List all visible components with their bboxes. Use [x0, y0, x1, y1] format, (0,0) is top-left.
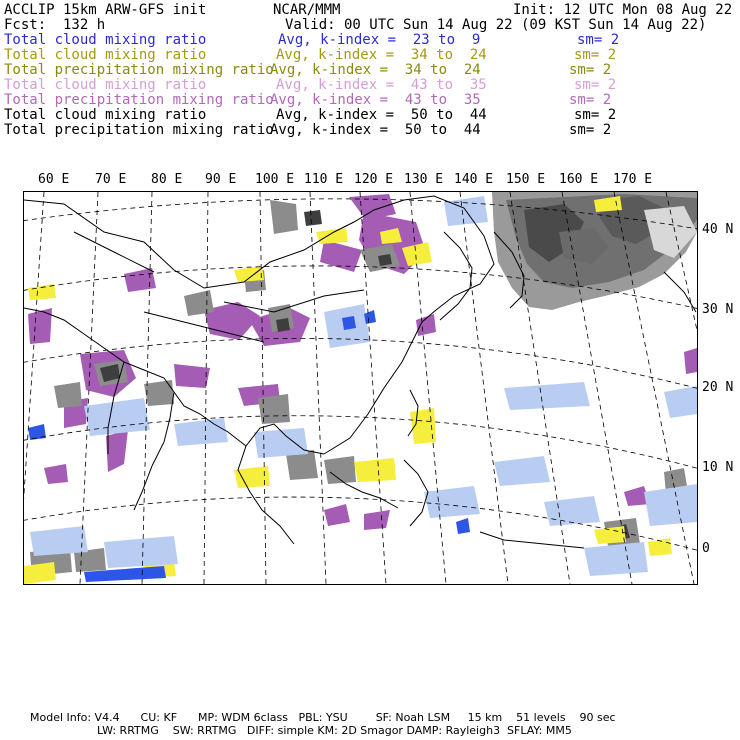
org-label: NCAR/MMM	[273, 2, 341, 18]
lon-label: 80 E	[151, 172, 183, 187]
lon-label: 130 E	[404, 172, 444, 187]
legend-avg: Avg, k-index = 43 to 35	[276, 77, 487, 93]
lat-label: 0	[702, 541, 710, 556]
legend-avg: Avg, k-index = 43 to 35	[270, 92, 481, 108]
model-title: ACCLIP 15km ARW-GFS init	[4, 2, 207, 18]
lon-label: 160 E	[559, 172, 599, 187]
lon-label: 100 E	[255, 172, 295, 187]
legend-sm: sm= 2	[569, 62, 612, 78]
lon-label: 90 E	[205, 172, 237, 187]
legend-name: Total precipitation mixing ratio	[4, 122, 274, 138]
legend-name: Total cloud mixing ratio	[4, 107, 207, 123]
legend-sm: sm= 2	[569, 92, 612, 108]
map-canvas	[24, 192, 697, 584]
legend-avg: Avg, k-index = 34 to 24	[270, 62, 481, 78]
legend-name: Total cloud mixing ratio	[4, 32, 207, 48]
legend-avg: Avg, k-index = 34 to 24	[276, 47, 487, 63]
legend-avg: Avg, k-index = 23 to 9	[278, 32, 481, 48]
lat-label: 40 N	[702, 222, 734, 237]
lat-label: 20 N	[702, 380, 734, 395]
legend-name: Total cloud mixing ratio	[4, 47, 207, 63]
legend-sm: sm= 2	[569, 122, 612, 138]
lon-label: 140 E	[454, 172, 494, 187]
legend-avg: Avg, k-index = 50 to 44	[270, 122, 481, 138]
legend-name: Total precipitation mixing ratio	[4, 92, 274, 108]
legend-avg: Avg, k-index = 50 to 44	[276, 107, 487, 123]
lon-label: 150 E	[506, 172, 546, 187]
init-time: Init: 12 UTC Mon 08 Aug 22	[513, 2, 733, 18]
valid-time: Valid: 00 UTC Sun 14 Aug 22 (09 KST Sun 14 Aug 22)	[285, 17, 707, 33]
cloud-cores-blue	[28, 310, 470, 582]
legend-name: Total precipitation mixing ratio	[4, 62, 274, 78]
lon-label: 70 E	[95, 172, 127, 187]
forecast-map	[23, 191, 698, 585]
legend-sm: sm= 2	[574, 47, 617, 63]
model-info-line1: Model Info: V4.4 CU: KF MP: WDM 6class PBL: YSU SF: Noah LSM 15 km 51 levels 90 sec	[30, 711, 616, 724]
legend-sm: sm= 2	[577, 32, 620, 48]
legend-name: Total cloud mixing ratio	[4, 77, 207, 93]
forecast-hour: Fcst: 132 h	[4, 17, 106, 33]
lon-label: 60 E	[38, 172, 70, 187]
model-info-line2: LW: RRTMG SW: RRTMG DIFF: simple KM: 2D Smagor DAMP: Rayleigh3 SFLAY: MM5	[97, 724, 572, 737]
lon-label: 170 E	[613, 172, 653, 187]
legend-sm: sm= 2	[574, 77, 617, 93]
legend-sm: sm= 2	[574, 107, 617, 123]
lat-label: 30 N	[702, 302, 734, 317]
lon-label: 110 E	[304, 172, 344, 187]
lat-label: 10 N	[702, 460, 734, 475]
lon-label: 120 E	[354, 172, 394, 187]
